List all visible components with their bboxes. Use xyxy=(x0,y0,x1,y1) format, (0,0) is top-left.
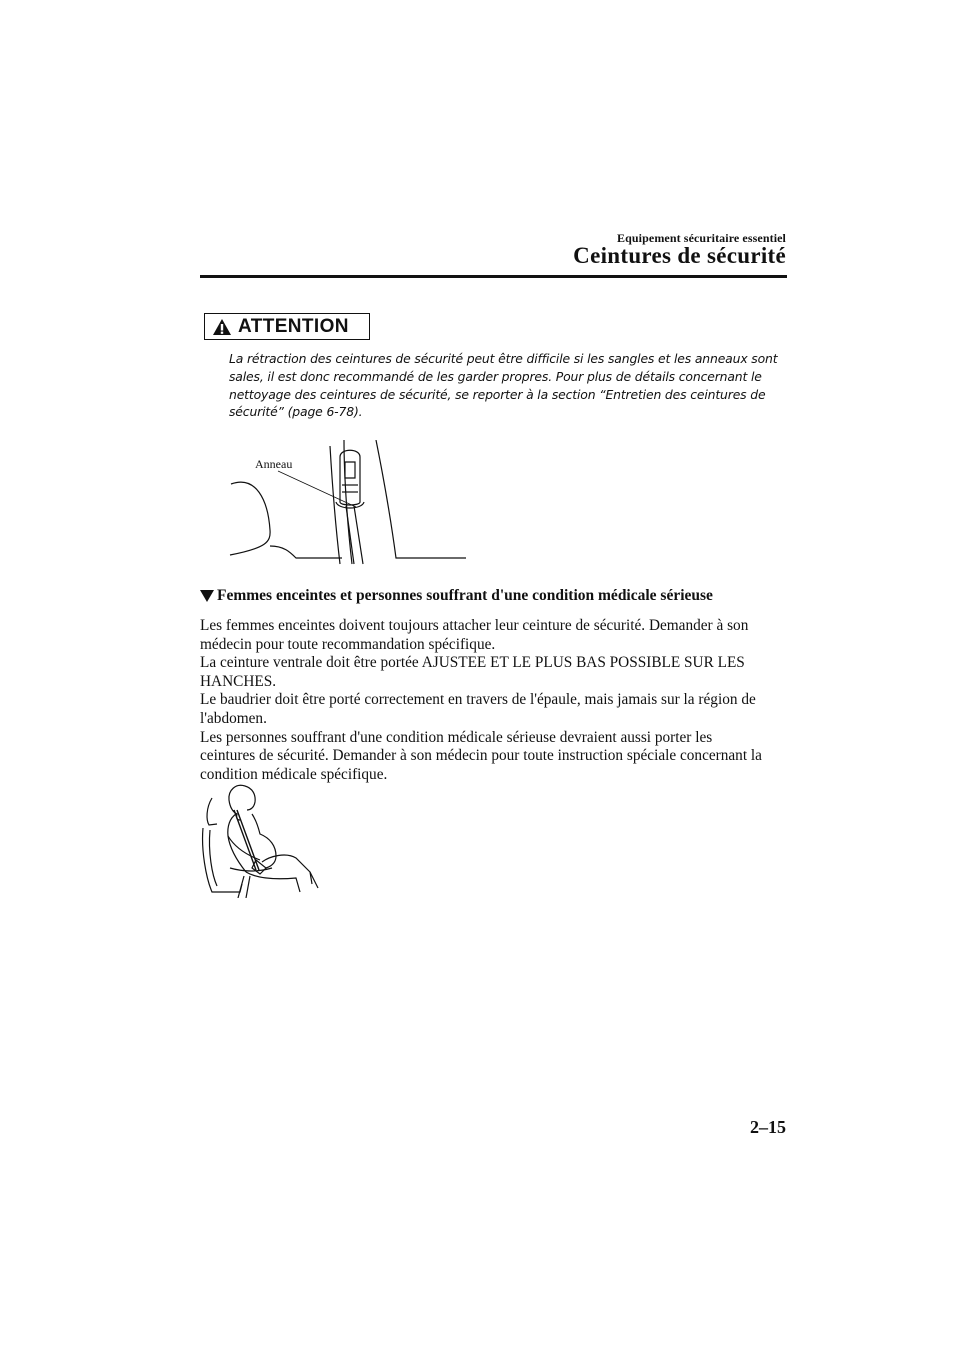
figure-callout-anneau: Anneau xyxy=(255,457,293,471)
body-line: Les femmes enceintes doivent toujours attacher leur ceinture de sécurité. Demander à son xyxy=(200,617,749,634)
page-title: Ceintures de sécurité xyxy=(573,243,786,268)
page-number: 2–15 xyxy=(750,1117,786,1137)
attention-line: sécurité” (page 6-78). xyxy=(229,404,363,420)
attention-label-box xyxy=(204,313,370,340)
attention-text xyxy=(229,350,779,421)
section-header: Equipement sécuritaire essentiel xyxy=(617,231,786,245)
pregnant-woman-seatbelt-illustration xyxy=(200,780,325,898)
attention-line: sales, il est donc recommandé de les garder propres. Pour plus de détails concernant le xyxy=(229,368,762,384)
seatbelt-ring-illustration xyxy=(226,440,476,565)
body-line: l'abdomen. xyxy=(200,709,267,727)
section-body xyxy=(200,617,790,784)
body-line: Le baudrier doit être porté correctement en travers de l'épaule, mais jamais sur la région de xyxy=(200,691,756,709)
body-line: La ceinture ventrale doit être portée AJUSTEE ET LE PLUS BAS POSSIBLE SUR LES xyxy=(200,654,745,672)
body-line: médecin pour toute recommandation spécifique. xyxy=(200,635,496,653)
warning-triangle-icon xyxy=(212,318,232,336)
section-heading xyxy=(200,587,713,605)
section-heading-text: Femmes enceintes et personnes souffrant d'une condition médicale sérieuse xyxy=(217,587,713,604)
section-marker-icon xyxy=(200,590,214,602)
attention-line: nettoyage des ceintures de sécurité, se reporter à la section “Entretien des ceintures de xyxy=(229,386,766,402)
body-line: HANCHES. xyxy=(200,672,277,690)
body-line: ceintures de sécurité. Demander à son médecin pour toute instruction spéciale concernant la xyxy=(200,747,762,765)
body-line: Les personnes souffrant d'une condition médicale sérieuse devraient aussi porter les xyxy=(200,728,713,746)
header-divider xyxy=(200,275,787,278)
body-line: condition médicale spécifique. xyxy=(200,765,388,783)
attention-label: ATTENTION xyxy=(238,315,349,337)
attention-line: La rétraction des ceintures de sécurité peut être difficile si les sangles et les anneaux sont xyxy=(229,351,778,366)
